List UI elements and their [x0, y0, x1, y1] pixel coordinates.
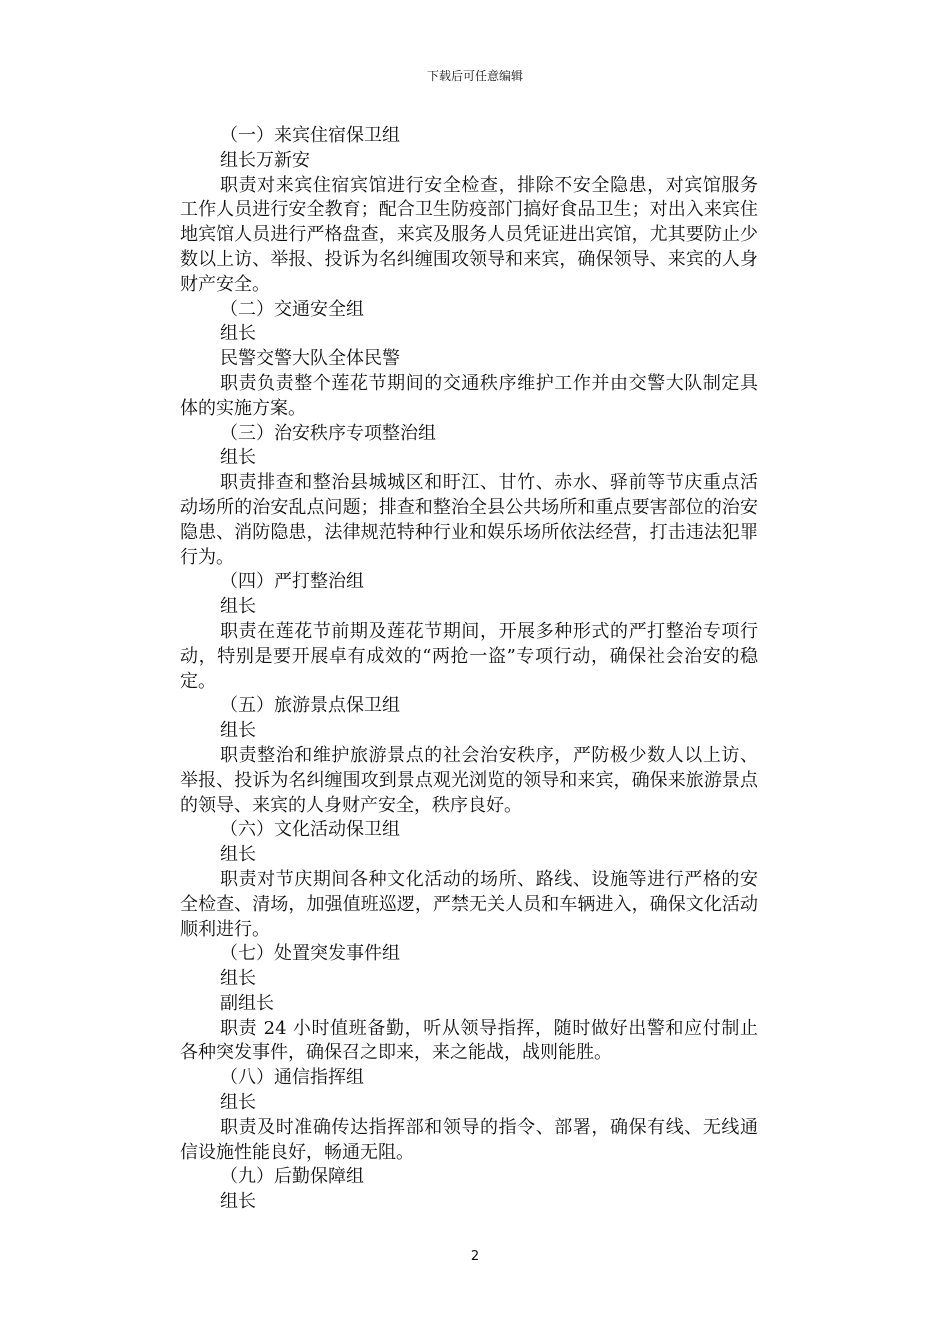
- member-line: 民警交警大队全体民警: [220, 348, 400, 370]
- duty-paragraph: 职责对节庆期间各种文化活动的场所、路线、设施等进行严格的安全检查、清场，加强值班巡逻，严禁无关人员和车辆进入，确保文化活动顺利进行。: [180, 868, 758, 940]
- duty-paragraph: 职责及时准确传达指挥部和领导的指令、部署，确保有线、无线通信设施性能良好，畅通无阻。: [180, 1116, 758, 1163]
- section-heading: （四）严打整治组: [220, 571, 364, 593]
- page-number: 2: [470, 1249, 480, 1264]
- duty-paragraph: 职责 24 小时值班备勤，听从领导指挥，随时做好出警和应付制止各种突发事件，确保召之即来，来之能战，战则能胜。: [180, 1017, 758, 1064]
- page-header: 下载后可任意编辑: [426, 69, 523, 83]
- section-heading: （六）文化活动保卫组: [220, 819, 400, 841]
- leader-line: 组长: [220, 1092, 256, 1114]
- duty-paragraph: 职责在莲花节前期及莲花节期间，开展多种形式的严打整治专项行动，特别是要开展卓有成效的“两抢一盗”专项行动，确保社会治安的稳定。: [180, 620, 758, 692]
- section-heading: （八）通信指挥组: [220, 1067, 364, 1089]
- section-heading: （一）来宾住宿保卫组: [220, 125, 400, 146]
- leader-line: 组长: [220, 720, 256, 742]
- section-heading: （九）后勤保障组: [220, 1166, 364, 1188]
- section-heading: （七）处置突发事件组: [220, 943, 400, 965]
- leader-line: 组长: [220, 447, 256, 469]
- duty-paragraph: 职责负责整个莲花节期间的交通秩序维护工作并由交警大队制定具体的实施方案。: [180, 372, 758, 419]
- leader-line: 组长: [220, 1191, 256, 1213]
- duty-paragraph: 职责对来宾住宿宾馆进行安全检查，排除不安全隐患，对宾馆服务工作人员进行安全教育；配合卫生防疫部门搞好食品卫生；对出入来宾住地宾馆人员进行严格盘查，来宾及服务人员凭证进出宾馆，尤其要防止少数以上访、举报、投诉为名纠缠围攻领导和来宾，确保领导、来宾的人身财产安全。: [180, 174, 758, 295]
- duty-paragraph: 职责排查和整治县城城区和盱江、甘竹、赤水、驿前等节庆重点活动场所的治安乱点问题；排查和整治全县公共场所和重点要害部位的治安隐患、消防隐患，法律规范特种行业和娱乐场所依法经营，打击违法犯罪行为。: [180, 472, 758, 568]
- leader-line: 组长: [220, 844, 256, 866]
- leader-line: 组长: [220, 323, 256, 345]
- leader-line: 组长万新安: [220, 149, 310, 171]
- duty-paragraph: 职责整治和维护旅游景点的社会治安秩序，严防极少数人以上访、举报、投诉为名纠缠围攻到景点观光浏览的领导和来宾，确保来旅游景点的领导、来宾的人身财产安全，秩序良好。: [180, 744, 758, 816]
- leader-line: 组长: [220, 596, 256, 618]
- section-heading: （二）交通安全组: [220, 298, 364, 320]
- leader-line: 组长: [220, 968, 256, 990]
- deputy-leader-line: 副组长: [220, 992, 274, 1014]
- section-heading: （五）旅游景点保卫组: [220, 695, 400, 717]
- document-body: [180, 124, 758, 1215]
- section-heading: （三）治安秩序专项整治组: [220, 422, 436, 444]
